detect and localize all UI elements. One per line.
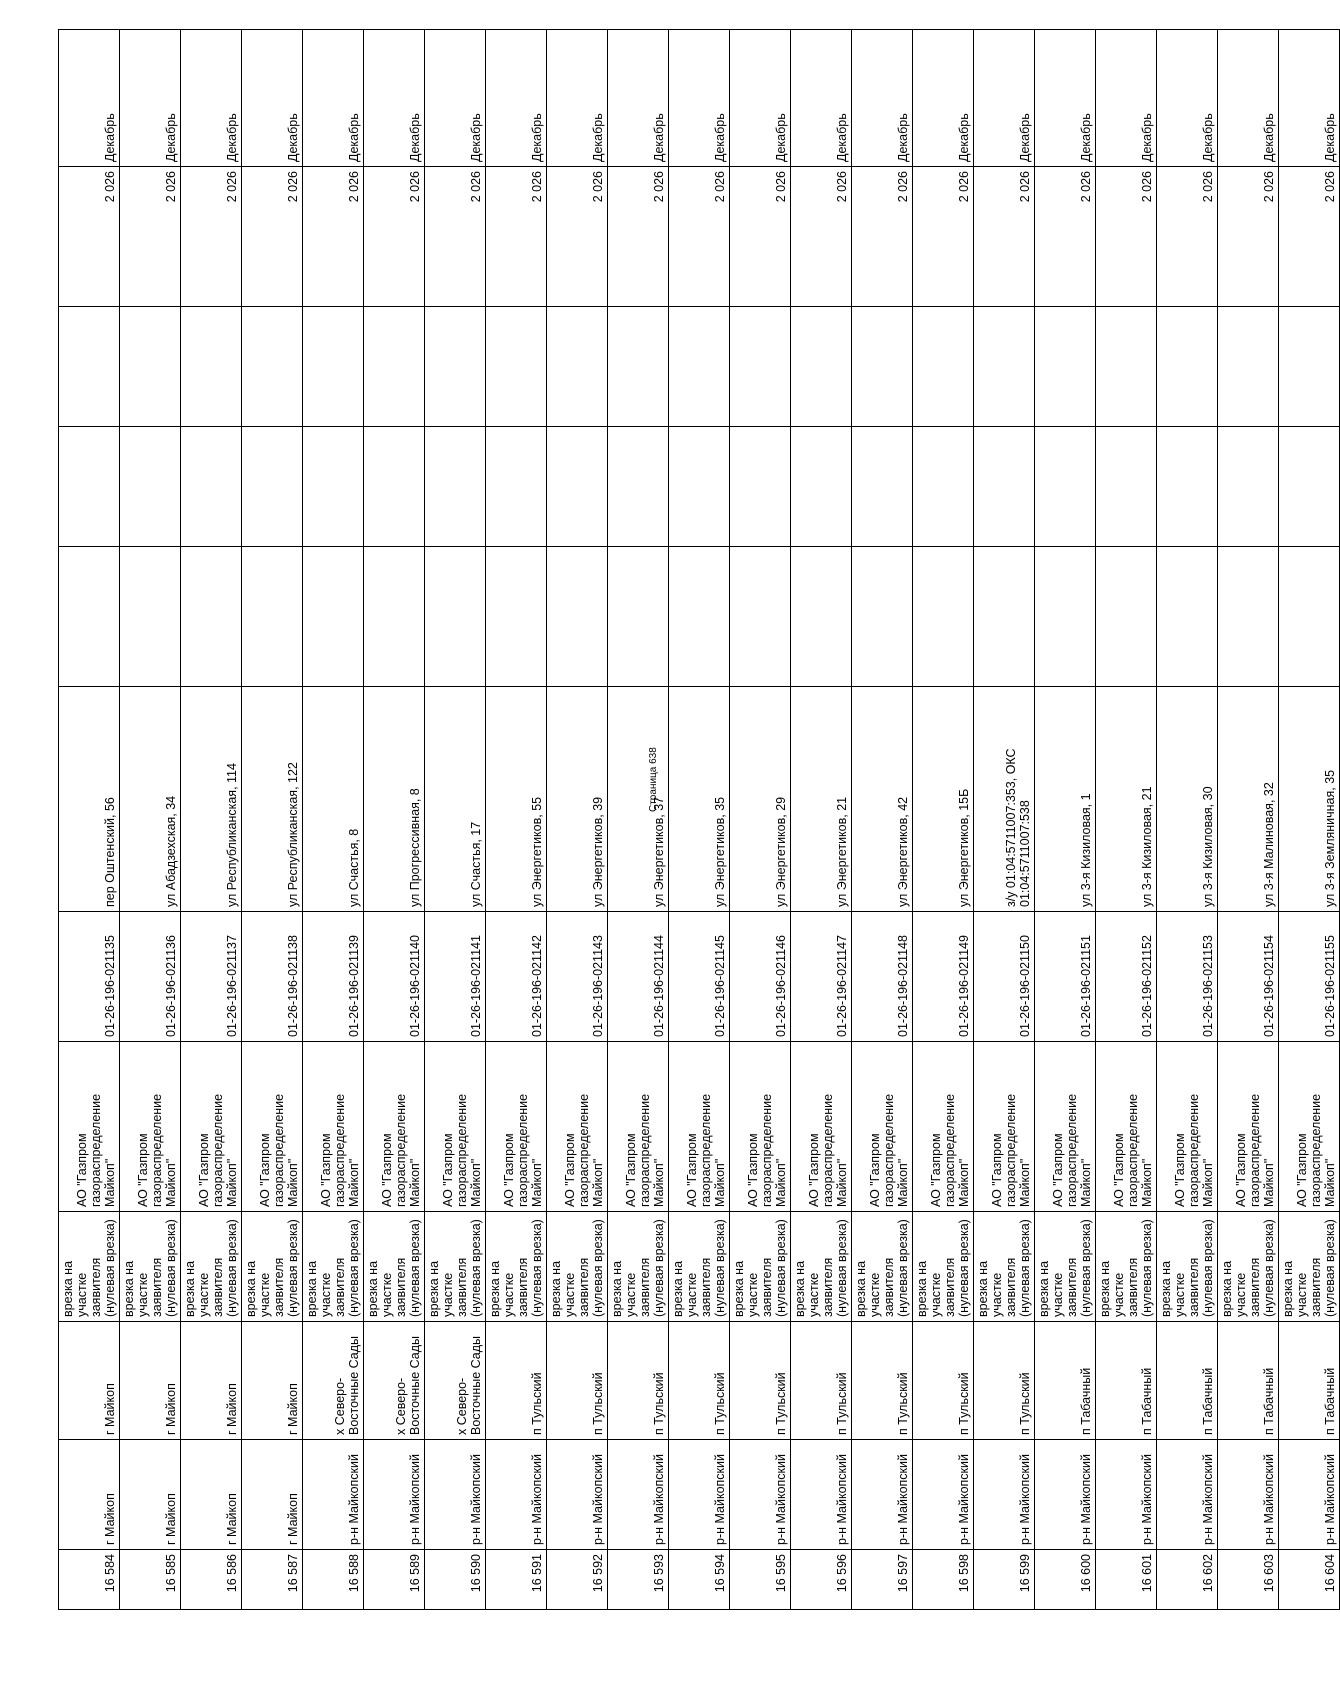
table-row	[120, 30, 181, 1610]
row-number: 16 589	[364, 1550, 425, 1610]
empty-cell	[486, 427, 547, 547]
address-cell: ул Республиканская, 114	[181, 687, 242, 912]
settlement-cell: п Табачный	[1218, 1322, 1279, 1440]
organization-cell: АО "Газпром газораспределение Майкоп"	[120, 1042, 181, 1212]
organization-cell: АО "Газпром газораспределение Майкоп"	[1279, 1042, 1340, 1212]
work-type-cell: врезка на участке заявителя (нулевая врезка)	[1096, 1212, 1157, 1322]
empty-cell	[547, 427, 608, 547]
month-cell: Декабрь	[547, 30, 608, 167]
year-cell: 2 026	[181, 167, 242, 307]
month-cell: Декабрь	[1279, 30, 1340, 167]
year-cell: 2 026	[669, 167, 730, 307]
district-cell: р-н Майкопский	[1218, 1440, 1279, 1550]
settlement-cell: г Майкоп	[181, 1322, 242, 1440]
district-cell: р-н Майкопский	[486, 1440, 547, 1550]
year-cell: 2 026	[1279, 167, 1340, 307]
table-row	[303, 30, 364, 1610]
row-number: 16 601	[1096, 1550, 1157, 1610]
settlement-cell: п Тульский	[547, 1322, 608, 1440]
address-cell: ул Энергетиков, 35	[669, 687, 730, 912]
empty-cell	[913, 427, 974, 547]
district-cell: р-н Майкопский	[913, 1440, 974, 1550]
row-number: 16 590	[425, 1550, 486, 1610]
district-cell: р-н Майкопский	[669, 1440, 730, 1550]
organization-cell: АО "Газпром газораспределение Майкоп"	[730, 1042, 791, 1212]
work-type-cell: врезка на участке заявителя (нулевая врезка)	[1279, 1212, 1340, 1322]
empty-cell	[242, 547, 303, 687]
application-code-cell: 01-26-196-021140	[364, 912, 425, 1042]
district-cell: р-н Майкопский	[425, 1440, 486, 1550]
organization-cell: АО "Газпром газораспределение Майкоп"	[974, 1042, 1035, 1212]
empty-cell	[791, 427, 852, 547]
month-cell: Декабрь	[120, 30, 181, 167]
application-code-cell: 01-26-196-021155	[1279, 912, 1340, 1042]
application-code-cell: 01-26-196-021153	[1157, 912, 1218, 1042]
application-code-cell: 01-26-196-021142	[486, 912, 547, 1042]
address-cell: ул Энергетиков, 21	[791, 687, 852, 912]
table-row	[364, 30, 425, 1610]
row-number: 16 599	[974, 1550, 1035, 1610]
work-type-cell: врезка на участке заявителя (нулевая врезка)	[59, 1212, 120, 1322]
row-number: 16 598	[913, 1550, 974, 1610]
empty-cell	[730, 547, 791, 687]
district-cell: р-н Майкопский	[1279, 1440, 1340, 1550]
empty-cell	[730, 427, 791, 547]
empty-cell	[303, 427, 364, 547]
empty-cell	[974, 427, 1035, 547]
empty-cell	[913, 307, 974, 427]
empty-cell	[425, 547, 486, 687]
empty-cell	[1096, 547, 1157, 687]
year-cell: 2 026	[1035, 167, 1096, 307]
year-cell: 2 026	[486, 167, 547, 307]
settlement-cell: г Майкоп	[242, 1322, 303, 1440]
organization-cell: АО "Газпром газораспределение Майкоп"	[364, 1042, 425, 1212]
application-code-cell: 01-26-196-021143	[547, 912, 608, 1042]
work-type-cell: врезка на участке заявителя (нулевая врезка)	[425, 1212, 486, 1322]
application-code-cell: 01-26-196-021148	[852, 912, 913, 1042]
empty-cell	[181, 547, 242, 687]
organization-cell: АО "Газпром газораспределение Майкоп"	[1035, 1042, 1096, 1212]
row-number: 16 585	[120, 1550, 181, 1610]
organization-cell: АО "Газпром газораспределение Майкоп"	[181, 1042, 242, 1212]
work-type-cell: врезка на участке заявителя (нулевая врезка)	[181, 1212, 242, 1322]
month-cell: Декабрь	[730, 30, 791, 167]
empty-cell	[303, 307, 364, 427]
empty-cell	[120, 547, 181, 687]
month-cell: Декабрь	[303, 30, 364, 167]
settlement-cell: г Майкоп	[59, 1322, 120, 1440]
empty-cell	[1096, 427, 1157, 547]
empty-cell	[242, 427, 303, 547]
empty-cell	[59, 307, 120, 427]
month-cell: Декабрь	[852, 30, 913, 167]
table-row	[852, 30, 913, 1610]
table-row	[1096, 30, 1157, 1610]
organization-cell: АО "Газпром газораспределение Майкоп"	[1157, 1042, 1218, 1212]
application-code-cell: 01-26-196-021141	[425, 912, 486, 1042]
row-number: 16 591	[486, 1550, 547, 1610]
district-cell: р-н Майкопский	[974, 1440, 1035, 1550]
empty-cell	[1157, 547, 1218, 687]
application-code-cell: 01-26-196-021149	[913, 912, 974, 1042]
district-cell: р-н Майкопский	[364, 1440, 425, 1550]
work-type-cell: врезка на участке заявителя (нулевая врезка)	[791, 1212, 852, 1322]
month-cell: Декабрь	[1218, 30, 1279, 167]
application-code-cell: 01-26-196-021136	[120, 912, 181, 1042]
settlement-cell: п Тульский	[913, 1322, 974, 1440]
row-number: 16 603	[1218, 1550, 1279, 1610]
empty-cell	[242, 307, 303, 427]
work-type-cell: врезка на участке заявителя (нулевая врезка)	[852, 1212, 913, 1322]
month-cell: Декабрь	[181, 30, 242, 167]
empty-cell	[1218, 427, 1279, 547]
settlement-cell: п Тульский	[730, 1322, 791, 1440]
row-number: 16 600	[1035, 1550, 1096, 1610]
empty-cell	[608, 427, 669, 547]
month-cell: Декабрь	[364, 30, 425, 167]
month-cell: Декабрь	[913, 30, 974, 167]
organization-cell: АО "Газпром газораспределение Майкоп"	[59, 1042, 120, 1212]
row-number: 16 604	[1279, 1550, 1340, 1610]
empty-cell	[608, 307, 669, 427]
address-cell: ул Абадзехская, 34	[120, 687, 181, 912]
table-row	[791, 30, 852, 1610]
empty-cell	[669, 547, 730, 687]
year-cell: 2 026	[59, 167, 120, 307]
work-type-cell: врезка на участке заявителя (нулевая врезка)	[913, 1212, 974, 1322]
month-cell: Декабрь	[486, 30, 547, 167]
settlement-cell: х Северо-Восточные Сады	[364, 1322, 425, 1440]
address-cell: з/у 01:04:5711007:353, ОКС 01:04:5711007:538	[974, 687, 1035, 912]
settlement-cell: п Табачный	[1096, 1322, 1157, 1440]
work-type-cell: врезка на участке заявителя (нулевая врезка)	[1035, 1212, 1096, 1322]
empty-cell	[547, 547, 608, 687]
work-type-cell: врезка на участке заявителя (нулевая врезка)	[486, 1212, 547, 1322]
empty-cell	[120, 307, 181, 427]
year-cell: 2 026	[1096, 167, 1157, 307]
organization-cell: АО "Газпром газораспределение Майкоп"	[242, 1042, 303, 1212]
district-cell: р-н Майкопский	[791, 1440, 852, 1550]
table-row	[913, 30, 974, 1610]
row-number: 16 592	[547, 1550, 608, 1610]
table-row	[1157, 30, 1218, 1610]
table-row	[730, 30, 791, 1610]
application-code-cell: 01-26-196-021151	[1035, 912, 1096, 1042]
connections-table	[58, 29, 1340, 1610]
empty-cell	[303, 547, 364, 687]
table-row	[547, 30, 608, 1610]
row-number: 16 593	[608, 1550, 669, 1610]
empty-cell	[120, 427, 181, 547]
district-cell: г Майкоп	[242, 1440, 303, 1550]
month-cell: Декабрь	[1035, 30, 1096, 167]
application-code-cell: 01-26-196-021135	[59, 912, 120, 1042]
address-cell: ул 3-я Кизиловая, 30	[1157, 687, 1218, 912]
row-number: 16 595	[730, 1550, 791, 1610]
settlement-cell: п Тульский	[791, 1322, 852, 1440]
empty-cell	[425, 427, 486, 547]
empty-cell	[1157, 307, 1218, 427]
year-cell: 2 026	[974, 167, 1035, 307]
row-number: 16 597	[852, 1550, 913, 1610]
year-cell: 2 026	[852, 167, 913, 307]
table-row	[669, 30, 730, 1610]
empty-cell	[852, 547, 913, 687]
address-cell: ул Энергетиков, 39	[547, 687, 608, 912]
address-cell: ул Энергетиков, 55	[486, 687, 547, 912]
work-type-cell: врезка на участке заявителя (нулевая врезка)	[974, 1212, 1035, 1322]
month-cell: Декабрь	[59, 30, 120, 167]
empty-cell	[59, 427, 120, 547]
district-cell: р-н Майкопский	[547, 1440, 608, 1550]
empty-cell	[364, 547, 425, 687]
settlement-cell: п Тульский	[486, 1322, 547, 1440]
row-number: 16 584	[59, 1550, 120, 1610]
table-row	[1035, 30, 1096, 1610]
year-cell: 2 026	[1157, 167, 1218, 307]
empty-cell	[364, 427, 425, 547]
work-type-cell: врезка на участке заявителя (нулевая врезка)	[608, 1212, 669, 1322]
empty-cell	[1157, 427, 1218, 547]
row-number: 16 588	[303, 1550, 364, 1610]
work-type-cell: врезка на участке заявителя (нулевая врезка)	[547, 1212, 608, 1322]
work-type-cell: врезка на участке заявителя (нулевая врезка)	[1157, 1212, 1218, 1322]
district-cell: р-н Майкопский	[1157, 1440, 1218, 1550]
empty-cell	[1035, 307, 1096, 427]
organization-cell: АО "Газпром газораспределение Майкоп"	[669, 1042, 730, 1212]
organization-cell: АО "Газпром газораспределение Майкоп"	[547, 1042, 608, 1212]
empty-cell	[547, 307, 608, 427]
address-cell: ул Прогрессивная, 8	[364, 687, 425, 912]
year-cell: 2 026	[364, 167, 425, 307]
year-cell: 2 026	[608, 167, 669, 307]
month-cell: Декабрь	[1157, 30, 1218, 167]
settlement-cell: г Майкоп	[120, 1322, 181, 1440]
table-row	[181, 30, 242, 1610]
organization-cell: АО "Газпром газораспределение Майкоп"	[913, 1042, 974, 1212]
district-cell: р-н Майкопский	[608, 1440, 669, 1550]
table-row	[59, 30, 120, 1610]
organization-cell: АО "Газпром газораспределение Майкоп"	[303, 1042, 364, 1212]
month-cell: Декабрь	[608, 30, 669, 167]
empty-cell	[852, 307, 913, 427]
address-cell: ул Республиканская, 122	[242, 687, 303, 912]
address-cell: ул 3-я Кизиловая, 21	[1096, 687, 1157, 912]
empty-cell	[852, 427, 913, 547]
row-number: 16 594	[669, 1550, 730, 1610]
table-row	[974, 30, 1035, 1610]
page-number: Страница 638	[648, 747, 659, 812]
address-cell: ул Счастья, 8	[303, 687, 364, 912]
work-type-cell: врезка на участке заявителя (нулевая врезка)	[1218, 1212, 1279, 1322]
organization-cell: АО "Газпром газораспределение Майкоп"	[608, 1042, 669, 1212]
district-cell: р-н Майкопский	[852, 1440, 913, 1550]
organization-cell: АО "Газпром газораспределение Майкоп"	[791, 1042, 852, 1212]
address-cell: ул 3-я Земляничная, 35	[1279, 687, 1340, 912]
table-row	[608, 30, 669, 1610]
empty-cell	[59, 547, 120, 687]
empty-cell	[1035, 427, 1096, 547]
address-cell: ул 3-я Малиновая, 32	[1218, 687, 1279, 912]
row-number: 16 596	[791, 1550, 852, 1610]
table-row	[242, 30, 303, 1610]
address-cell: ул Счастья, 17	[425, 687, 486, 912]
year-cell: 2 026	[120, 167, 181, 307]
year-cell: 2 026	[730, 167, 791, 307]
row-number: 16 587	[242, 1550, 303, 1610]
address-cell: ул Энергетиков, 29	[730, 687, 791, 912]
application-code-cell: 01-26-196-021145	[669, 912, 730, 1042]
application-code-cell: 01-26-196-021147	[791, 912, 852, 1042]
district-cell: р-н Майкопский	[1035, 1440, 1096, 1550]
row-number: 16 602	[1157, 1550, 1218, 1610]
empty-cell	[1035, 547, 1096, 687]
empty-cell	[974, 307, 1035, 427]
empty-cell	[1279, 427, 1340, 547]
empty-cell	[1218, 307, 1279, 427]
application-code-cell: 01-26-196-021146	[730, 912, 791, 1042]
year-cell: 2 026	[242, 167, 303, 307]
empty-cell	[181, 307, 242, 427]
organization-cell: АО "Газпром газораспределение Майкоп"	[1218, 1042, 1279, 1212]
work-type-cell: врезка на участке заявителя (нулевая врезка)	[669, 1212, 730, 1322]
settlement-cell: п Табачный	[1035, 1322, 1096, 1440]
empty-cell	[730, 307, 791, 427]
empty-cell	[1279, 307, 1340, 427]
settlement-cell: п Тульский	[974, 1322, 1035, 1440]
work-type-cell: врезка на участке заявителя (нулевая врезка)	[242, 1212, 303, 1322]
district-cell: р-н Майкопский	[303, 1440, 364, 1550]
month-cell: Декабрь	[791, 30, 852, 167]
year-cell: 2 026	[303, 167, 364, 307]
district-cell: р-н Майкопский	[1096, 1440, 1157, 1550]
empty-cell	[913, 547, 974, 687]
application-code-cell: 01-26-196-021150	[974, 912, 1035, 1042]
organization-cell: АО "Газпром газораспределение Майкоп"	[425, 1042, 486, 1212]
empty-cell	[364, 307, 425, 427]
address-cell: ул 3-я Кизиловая, 1	[1035, 687, 1096, 912]
organization-cell: АО "Газпром газораспределение Майкоп"	[852, 1042, 913, 1212]
month-cell: Декабрь	[425, 30, 486, 167]
row-number: 16 586	[181, 1550, 242, 1610]
year-cell: 2 026	[1218, 167, 1279, 307]
year-cell: 2 026	[425, 167, 486, 307]
empty-cell	[791, 307, 852, 427]
address-cell: пер Оштенский, 56	[59, 687, 120, 912]
empty-cell	[425, 307, 486, 427]
application-code-cell: 01-26-196-021152	[1096, 912, 1157, 1042]
application-code-cell: 01-26-196-021154	[1218, 912, 1279, 1042]
organization-cell: АО "Газпром газораспределение Майкоп"	[486, 1042, 547, 1212]
table-body	[59, 30, 1340, 1610]
empty-cell	[486, 307, 547, 427]
settlement-cell: х Северо-Восточные Сады	[425, 1322, 486, 1440]
application-code-cell: 01-26-196-021144	[608, 912, 669, 1042]
address-cell: ул Энергетиков, 15Б	[913, 687, 974, 912]
application-code-cell: 01-26-196-021137	[181, 912, 242, 1042]
organization-cell: АО "Газпром газораспределение Майкоп"	[1096, 1042, 1157, 1212]
district-cell: г Майкоп	[59, 1440, 120, 1550]
settlement-cell: х Северо-Восточные Сады	[303, 1322, 364, 1440]
table-row	[1218, 30, 1279, 1610]
address-cell: ул Энергетиков, 37	[608, 687, 669, 912]
empty-cell	[669, 427, 730, 547]
application-code-cell: 01-26-196-021139	[303, 912, 364, 1042]
settlement-cell: п Табачный	[1279, 1322, 1340, 1440]
settlement-cell: п Тульский	[669, 1322, 730, 1440]
month-cell: Декабрь	[242, 30, 303, 167]
work-type-cell: врезка на участке заявителя (нулевая врезка)	[303, 1212, 364, 1322]
empty-cell	[1096, 307, 1157, 427]
empty-cell	[181, 427, 242, 547]
empty-cell	[791, 547, 852, 687]
settlement-cell: п Табачный	[1157, 1322, 1218, 1440]
empty-cell	[608, 547, 669, 687]
empty-cell	[669, 307, 730, 427]
empty-cell	[974, 547, 1035, 687]
district-cell: г Майкоп	[120, 1440, 181, 1550]
work-type-cell: врезка на участке заявителя (нулевая врезка)	[120, 1212, 181, 1322]
address-cell: ул Энергетиков, 42	[852, 687, 913, 912]
empty-cell	[1218, 547, 1279, 687]
year-cell: 2 026	[913, 167, 974, 307]
settlement-cell: п Тульский	[608, 1322, 669, 1440]
month-cell: Декабрь	[1096, 30, 1157, 167]
month-cell: Декабрь	[974, 30, 1035, 167]
table-row	[425, 30, 486, 1610]
empty-cell	[486, 547, 547, 687]
year-cell: 2 026	[547, 167, 608, 307]
table-row	[1279, 30, 1340, 1610]
empty-cell	[1279, 547, 1340, 687]
work-type-cell: врезка на участке заявителя (нулевая врезка)	[364, 1212, 425, 1322]
year-cell: 2 026	[791, 167, 852, 307]
rotated-page	[58, 30, 1337, 1610]
work-type-cell: врезка на участке заявителя (нулевая врезка)	[730, 1212, 791, 1322]
month-cell: Декабрь	[669, 30, 730, 167]
application-code-cell: 01-26-196-021138	[242, 912, 303, 1042]
table-row	[486, 30, 547, 1610]
district-cell: г Майкоп	[181, 1440, 242, 1550]
settlement-cell: п Тульский	[852, 1322, 913, 1440]
district-cell: р-н Майкопский	[730, 1440, 791, 1550]
